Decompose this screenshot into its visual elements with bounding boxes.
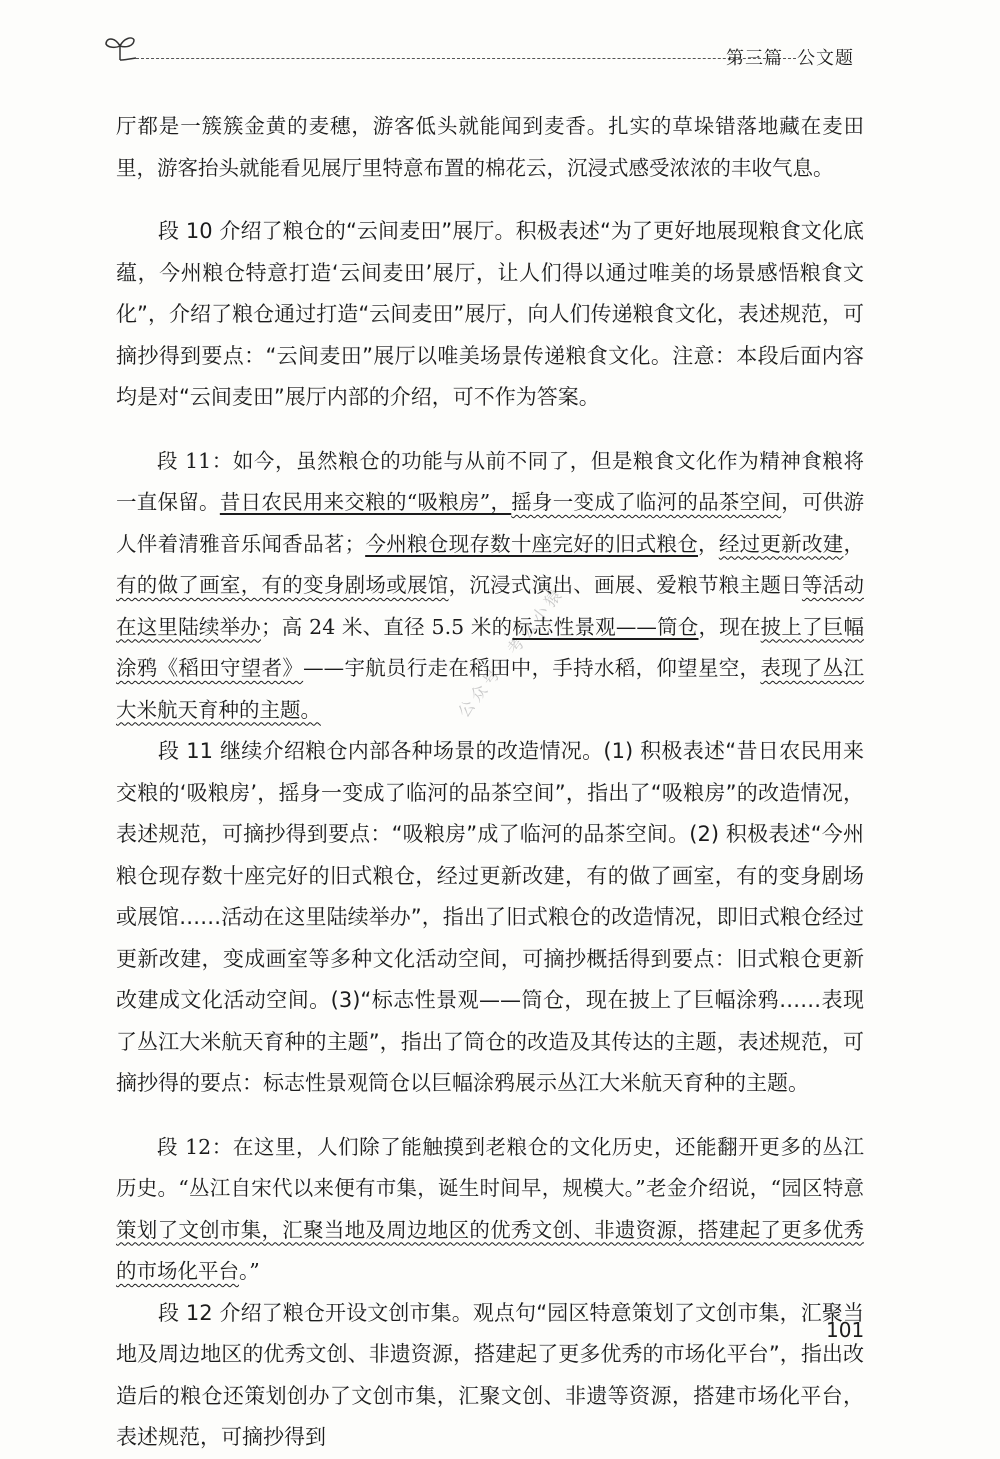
wavy-underline-phrase: 等活动在这里陆续举办 — [116, 573, 865, 639]
analysis-paragraph-12: 段 12 介绍了粮仓开设文创市集。观点句“园区特意策划了文创市集，汇聚当地及周边地区的优秀文创、非遗资源，搭建起了更多优秀的市场化平台”，指出改造后的粮仓还策划创办了文创市集，汇聚文创、非遗等资源，搭建市场化平台，表述规范，可摘抄得到 — [116, 1300, 864, 1449]
section-title — [712, 44, 854, 70]
text-run: ，现在 — [698, 614, 761, 639]
analysis-paragraph-10: 段 10 介绍了粮仓的“云间麦田”展厅。积极表述“为了更好地展现粮食文化底蕴，今州粮仓特意打造‘云间麦田’展厅，让人们得以通过唯美的场景感悟粮食文化”，介绍了粮仓通过打造“云间麦田”展厅，向人们传递粮食文化，表述规范，可摘抄得到要点：“云间麦田”展厅以唯美场景传递粮食文化。注意：本段后面内容均是对“云间麦田”展厅内部的介绍，可不作为答案。 — [116, 219, 864, 409]
paragraph-11-lead: 段 11：如今，虽然粮仓的功能与从前不同了，但是粮食文化作为精神食粮将一直保留。 — [116, 448, 864, 514]
sprout-icon — [100, 30, 140, 66]
part-label: 第三篇 — [726, 48, 783, 69]
chapter-title: 公文题 — [797, 48, 854, 69]
source-paragraph-11 — [116, 441, 864, 732]
wavy-underline-phrase: 披上了巨幅涂鸦《稻田守望者》 — [116, 614, 865, 680]
underline-phrase: 今州粮仓现存数十座完好的旧式粮仓 — [365, 531, 699, 556]
underline-phrase: 标志性景观——筒仓 — [512, 614, 699, 639]
text-run: ，沉浸式演出、画展、爱粮节粮主题日 — [448, 573, 802, 597]
paragraph-12-lead: 段 12：在这里，人们除了能触摸到老粮仓的文化历史，还能翻开更多的丛江历史。“丛江自宋代以来便有市集，诞生时间早，规模大。”老金介绍说，“园区特意 — [116, 1134, 864, 1200]
text-run: ；高 24 米、直径 5.5 米的 — [261, 614, 513, 639]
wavy-underline-phrase: 策划了文创市集，汇聚当地及周边地区的优秀文创、非遗资源，搭建起了更多优秀的市场化平台 — [116, 1217, 864, 1283]
source-paragraph-12 — [116, 1127, 864, 1293]
text-run: ， — [843, 531, 865, 556]
text-run: 。” — [239, 1259, 260, 1283]
wavy-underline-phrase: 有的做了画室，有的变身剧场或展馆 — [116, 573, 449, 597]
running-header — [100, 30, 900, 70]
text-run: ——宇航员行走在稻田中，手持水稻，仰望星空， — [303, 656, 761, 680]
source-paragraph-continued: 厅都是一簇簇金黄的麦穗，游客低头就能闻到麦香。扎实的草垛错落地藏在麦田里，游客抬头就能看见展厅里特意布置的棉花云，沉浸式感受浓浓的丰收气息。 — [116, 114, 864, 180]
wavy-underline-phrase: 经过更新改建 — [718, 531, 844, 556]
watermark: 公众号：考公小猿 — [454, 583, 568, 722]
header-divider — [136, 58, 796, 59]
analysis-paragraph-11: 段 11 继续介绍粮仓内部各种场景的改造情况。(1) 积极表述“昔日农民用来交粮的‘吸粮房’，摇身一变成了临河的品茶空间”，指出了“吸粮房”的改造情况，表述规范，可摘抄得到要点：“吸粮房”成了临河的品茶空间。(2) 积极表述“今州粮仓现存数十座完好的旧式粮仓，经过更新改建，有的做了画室，有的变身剧场或展馆……活动在这里陆续举办”，指出了旧式粮仓的改造情况，即旧式粮仓经过更新改建，变成画室等多种文化活动空间，可摘抄概括得到要点：旧式粮仓更新改建成文化活动空间。(3)“标志性景观——筒仓，现在披上了巨幅涂鸦……表现了丛江大米航天育种的主题”，指出了筒仓的改造及其传达的主题，表述规范，可摘抄得的要点：标志性景观筒仓以巨幅涂鸦展示丛江大米航天育种的主题。 — [116, 739, 864, 1095]
underline-phrase: 昔日农民用来交粮的“吸粮房”， — [219, 490, 512, 514]
text-run: ，可供游人伴着清雅音乐闻香品茗； — [116, 490, 865, 556]
wavy-underline-phrase: 摇身一变成了临河的品茶空间 — [511, 490, 782, 514]
wavy-underline-phrase: 表现了丛江大米航天育种的主题。 — [116, 656, 865, 722]
text-run: ， — [698, 531, 719, 556]
page-content — [116, 106, 864, 1459]
page-number: 101 — [826, 1318, 865, 1342]
